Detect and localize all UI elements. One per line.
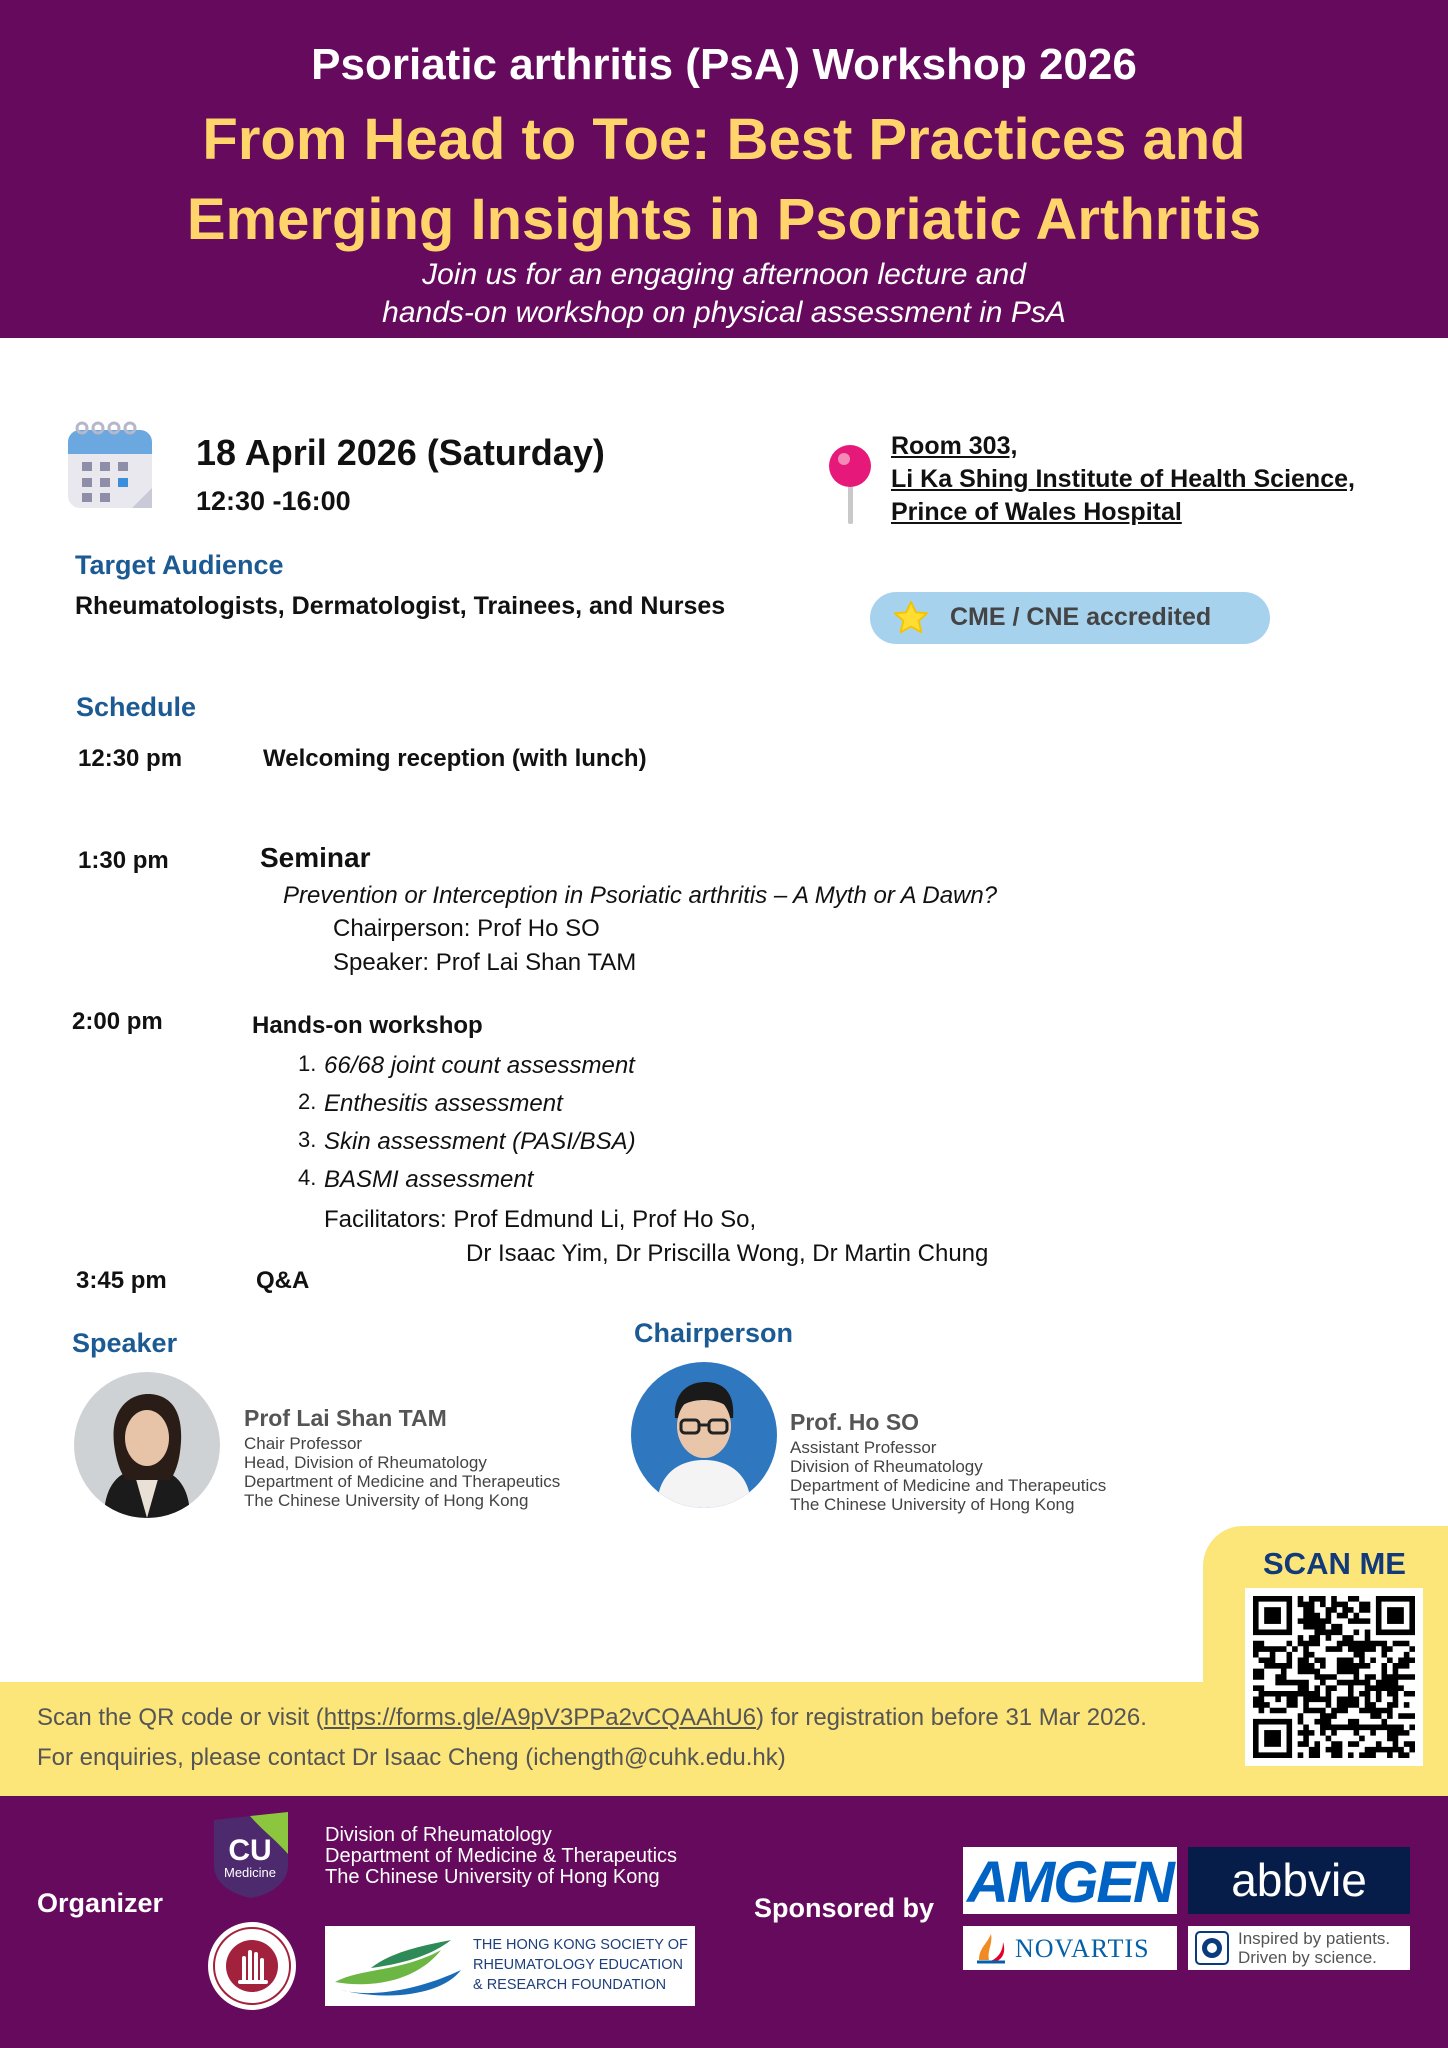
chairperson-name: Prof. Ho SO [790, 1409, 920, 1435]
task-item: 66/68 joint count assessment [324, 1052, 635, 1079]
event-date: 18 April 2026 (Saturday) [196, 432, 605, 473]
main-title-line2: Emerging Insights in Psoriatic Arthritis [186, 187, 1262, 252]
abbvie-logo [1188, 1847, 1410, 1914]
novartis-wordmark: NOVARTIS [1015, 1934, 1150, 1963]
event-time: 12:30 -16:00 [196, 486, 351, 516]
organizer-label: Organizer [37, 1888, 164, 1918]
task-number: 1. [298, 1051, 317, 1076]
ucb-tagline-line1: Inspired by patients. [1238, 1929, 1391, 1948]
chairperson-title: Division of Rheumatology [790, 1457, 983, 1476]
foundation-line: & RESEARCH FOUNDATION [473, 1977, 667, 1993]
venue-line2: Li Ka Shing Institute of Health Science, [891, 465, 1355, 493]
seminar-speaker: Speaker: Prof Lai Shan TAM [333, 949, 637, 976]
task-number: 2. [298, 1089, 317, 1114]
sponsored-by-label: Sponsored by [754, 1893, 935, 1923]
abbvie-wordmark: abbvie [1231, 1854, 1367, 1906]
novartis-logo [963, 1926, 1177, 1970]
task-item: BASMI assessment [324, 1166, 534, 1193]
qr-code[interactable] [1245, 1588, 1423, 1766]
amgen-logo [963, 1847, 1177, 1914]
seminar-topic: Prevention or Interception in Psoriatic arthritis – A Myth or A Dawn? [283, 882, 998, 909]
foundation-line: RHEUMATOLOGY EDUCATION [473, 1957, 684, 1973]
hk-foundation-logo [325, 1926, 695, 2006]
target-audience-text: Rheumatologists, Dermatologist, Trainees, and Nurses [75, 592, 726, 620]
hands-logo-icon [331, 1932, 467, 2000]
chairperson-title: Assistant Professor [790, 1438, 937, 1457]
foundation-name [473, 1935, 688, 1995]
organizer-line: Division of Rheumatology [325, 1824, 552, 1846]
schedule-title: Welcoming reception (with lunch) [263, 745, 647, 772]
cme-badge [870, 592, 1270, 644]
speaker-title: Chair Professor [244, 1434, 363, 1453]
registration-prefix: Scan the QR code or visit ( [37, 1704, 324, 1731]
subtitle-line1: Join us for an engaging afternoon lecture and [422, 258, 1026, 291]
schedule-time: 3:45 pm [76, 1267, 167, 1294]
ucb-mark-icon [1194, 1930, 1230, 1966]
ucb-tagline [1238, 1929, 1390, 1967]
subtitle-line2: hands-on workshop on physical assessment in PsA [382, 296, 1066, 329]
foundation-line: THE HONG KONG SOCIETY OF [473, 1937, 688, 1953]
enquiry-text: For enquiries, please contact Dr Isaac Cheng (ichength@cuhk.edu.hk) [37, 1744, 786, 1771]
chairperson-title: Department of Medicine and Therapeutics [790, 1476, 1107, 1495]
schedule-title: Seminar [260, 842, 371, 873]
task-item: Skin assessment (PASI/BSA) [324, 1128, 636, 1155]
star-icon [892, 599, 930, 637]
speaker-heading: Speaker [72, 1328, 178, 1358]
schedule-time: 12:30 pm [78, 745, 183, 772]
scan-me-label: SCAN ME [1263, 1546, 1406, 1581]
main-title-line1: From Head to Toe: Best Practices and [202, 107, 1246, 172]
chairperson-title: The Chinese University of Hong Kong [790, 1495, 1075, 1514]
speaker-title: Department of Medicine and Therapeutics [244, 1472, 561, 1491]
chairperson-photo [631, 1362, 777, 1508]
schedule-title: Q&A [256, 1267, 310, 1294]
schedule-title: Hands-on workshop [252, 1012, 483, 1039]
calendar-icon [64, 420, 156, 512]
facilitators-line2: Dr Isaac Yim, Dr Priscilla Wong, Dr Martin Chung [466, 1240, 989, 1267]
header-banner [0, 0, 1448, 338]
amgen-wordmark: AMGEN [967, 1850, 1173, 1914]
ucb-tagline-line2: Driven by science. [1238, 1948, 1377, 1967]
facilitators-line1: Facilitators: Prof Edmund Li, Prof Ho So, [324, 1206, 757, 1233]
schedule-time: 1:30 pm [78, 847, 169, 874]
speaker-title: The Chinese University of Hong Kong [244, 1491, 529, 1510]
organizer-line: The Chinese University of Hong Kong [325, 1866, 660, 1888]
speaker-title: Head, Division of Rheumatology [244, 1453, 487, 1472]
cu-logo-text: CU [228, 1834, 272, 1867]
venue-line1: Room 303, [891, 432, 1018, 460]
organizer-name [325, 1825, 677, 1888]
registration-link[interactable]: https://forms.gle/A9pV3PPa2vCQAAhU6 [323, 1704, 756, 1731]
registration-text [37, 1704, 1147, 1732]
cu-logo-subtext: Medicine [223, 1865, 277, 1880]
chairperson-heading: Chairperson [634, 1318, 794, 1348]
ucb-logo [1188, 1926, 1410, 1970]
schedule-time: 2:00 pm [72, 1008, 163, 1035]
speaker-photo [74, 1372, 220, 1518]
workshop-title: Psoriatic arthritis (PsA) Workshop 2026 [311, 40, 1137, 89]
venue-address[interactable] [891, 430, 1355, 529]
schedule-heading: Schedule [76, 692, 197, 722]
hk-rheumatology-society-seal [206, 1920, 298, 2012]
task-item: Enthesitis assessment [324, 1090, 563, 1117]
speaker-name: Prof Lai Shan TAM [244, 1405, 447, 1431]
novartis-flame-icon [973, 1930, 1009, 1966]
registration-suffix: ) for registration before 31 Mar 2026. [756, 1704, 1147, 1731]
organizer-line: Department of Medicine & Therapeutics [325, 1845, 678, 1867]
target-audience-heading: Target Audience [75, 550, 284, 580]
task-number: 3. [298, 1127, 317, 1152]
map-pin-icon [826, 444, 874, 526]
cme-badge-label: CME / CNE accredited [950, 603, 1212, 631]
cu-medicine-logo [206, 1810, 296, 1898]
venue-line3: Prince of Wales Hospital [891, 498, 1182, 526]
task-number: 4. [298, 1165, 317, 1190]
seminar-chair: Chairperson: Prof Ho SO [333, 915, 600, 942]
